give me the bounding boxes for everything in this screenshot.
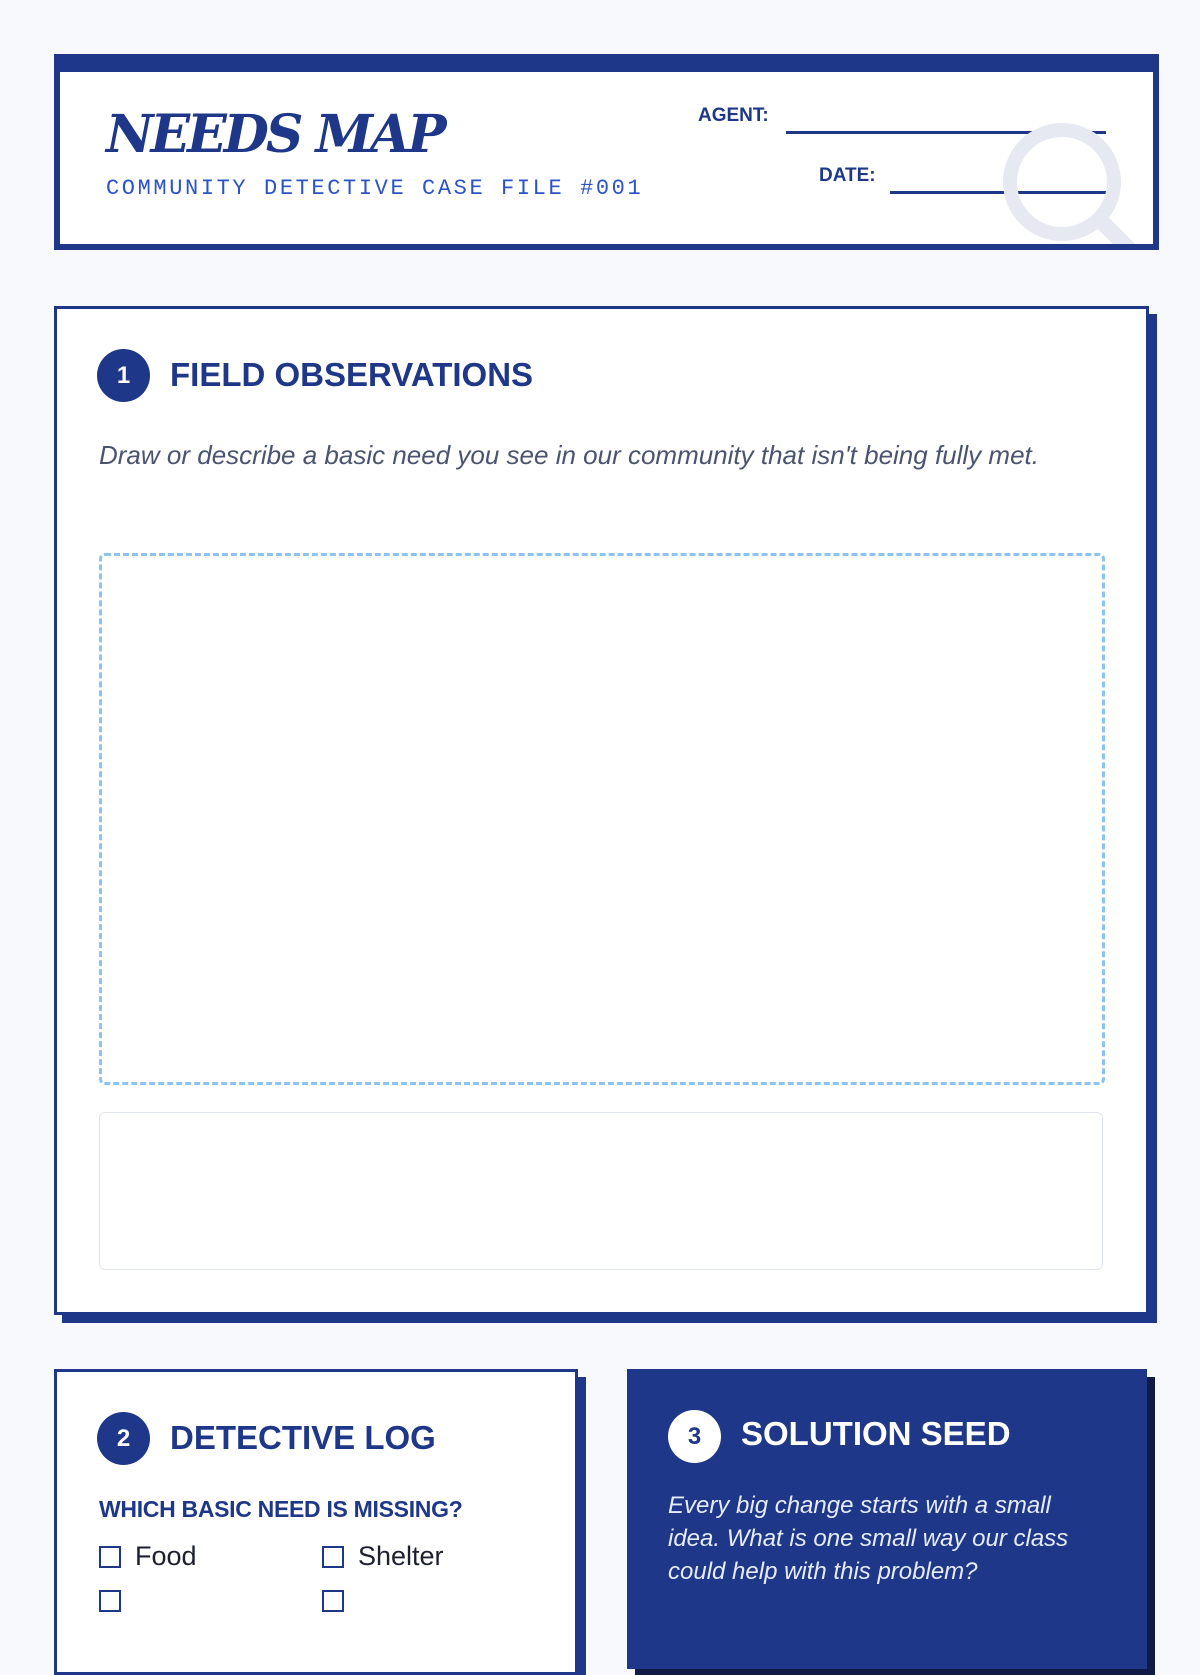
section-title: DETECTIVE LOG [170, 1419, 436, 1456]
checkbox-icon[interactable] [322, 1590, 344, 1612]
question-label: WHICH BASIC NEED IS MISSING? [99, 1496, 463, 1522]
detective-log-section [54, 1369, 578, 1675]
step-number-badge: 1 [97, 349, 150, 402]
checkbox-icon[interactable] [99, 1590, 121, 1612]
checkbox-icon[interactable] [99, 1546, 121, 1568]
option-label: Shelter [358, 1541, 444, 1571]
solution-seed-section [627, 1369, 1147, 1669]
description-area[interactable] [99, 1112, 1103, 1270]
option-label: Food [135, 1541, 197, 1571]
date-label: DATE: [819, 165, 876, 186]
drawing-area[interactable] [99, 553, 1105, 1085]
section-title: SOLUTION SEED [741, 1415, 1011, 1452]
worksheet-subtitle: COMMUNITY DETECTIVE CASE FILE #001 [106, 176, 644, 201]
magnifying-glass-icon [1000, 120, 1150, 250]
section-title: FIELD OBSERVATIONS [170, 356, 534, 393]
section-prompt: Every big change starts with a small idea. What is one small way our class could help with this problem? [668, 1492, 1069, 1585]
option-food[interactable] [99, 1541, 197, 1572]
option-shelter[interactable] [322, 1541, 444, 1572]
case-file-header [54, 54, 1159, 250]
step-number-badge: 3 [668, 1410, 721, 1463]
agent-label: AGENT: [698, 105, 769, 126]
worksheet-title: NEEDS MAP [106, 104, 444, 165]
checkbox-icon[interactable] [322, 1546, 344, 1568]
option-next[interactable] [322, 1590, 358, 1612]
field-observations-section [54, 306, 1149, 1315]
section-prompt: Draw or describe a basic need you see in our community that isn't being fully met. [99, 440, 1039, 470]
option-next[interactable] [99, 1590, 135, 1612]
step-number-badge: 2 [97, 1412, 150, 1465]
